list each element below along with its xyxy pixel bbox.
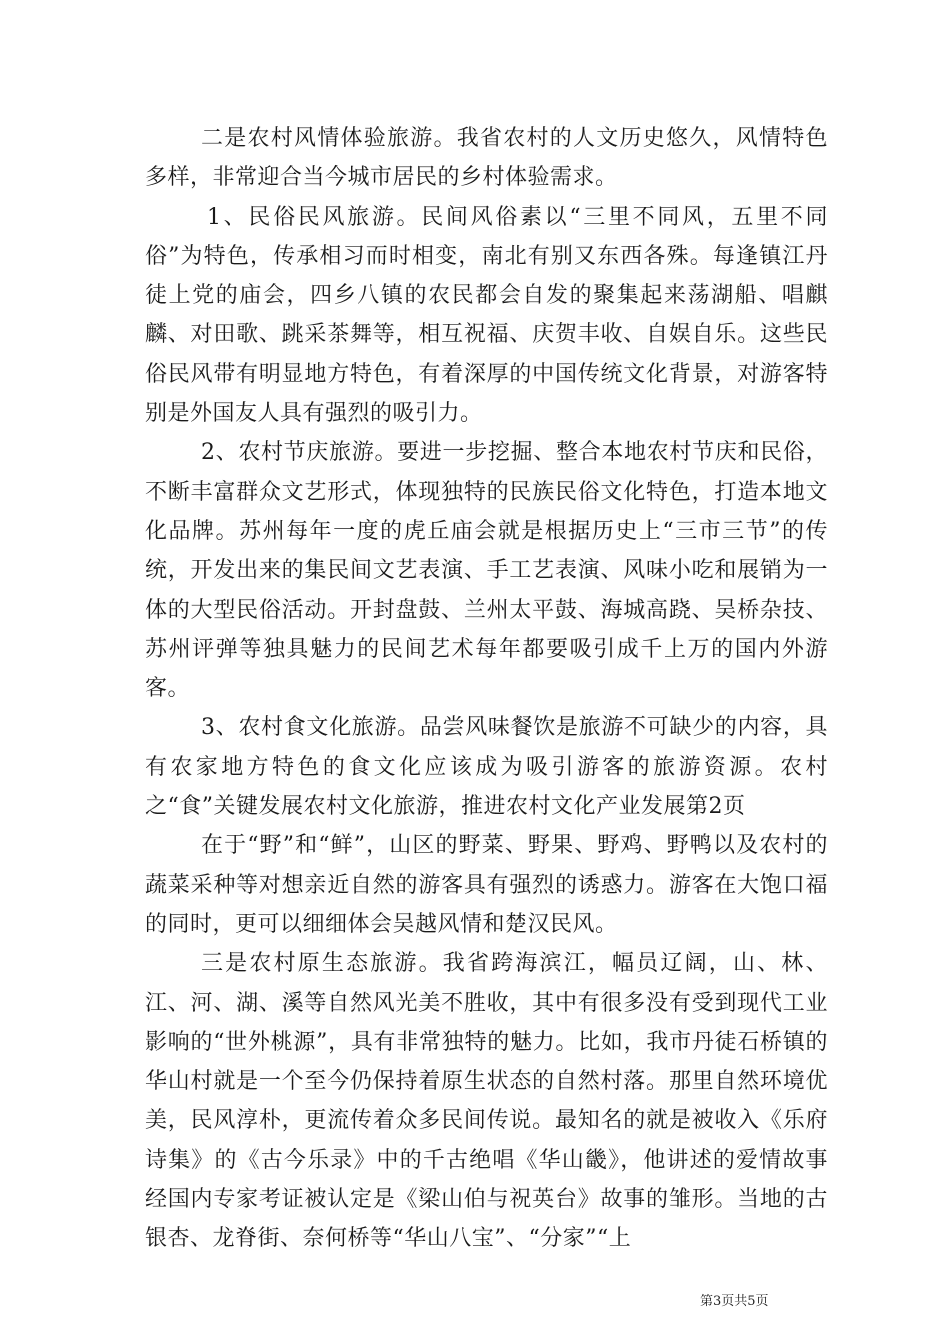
paragraph-festival-tourism: 2、农村节庆旅游。要进一步挖掘、整合本地农村节庆和民俗，不断丰富群众文艺形式，体现独特的民族民俗文化特色，打造本地文化品牌。苏州每年一度的虎丘庙会就是根据历史上“三市三节”的传统，开发出来的集民间文艺表演、手工艺表演、风味小吃和展销为一体的大型民俗活动。开封盘鼓、兰州太平鼓、海城高跷、吴桥杂技、苏州评弹等独具魅力的民间艺术每年都要吸引成千上万的国内外游客。	[145, 440, 828, 702]
paragraph-rural-customs-intro: 二是农村风情体验旅游。我省农村的人文历史悠久，风情特色多样，非常迎合当今城市居民的乡村体验需求。	[145, 126, 828, 191]
paragraph-wild-and-fresh: 在于“野”和“鲜”，山区的野菜、野果、野鸡、野鸭以及农村的蔬菜采种等对想亲近自然的游客具有强烈的诱惑力。游客在大饱口福的同时，更可以细细体会吴越风情和楚汉民风。	[145, 833, 828, 937]
paragraph-folk-customs-tourism: 1、民俗民风旅游。民间风俗素以“三里不同风，五里不同俗”为特色，传承相习而时相变，南北有别又东西各殊。每逢镇江丹徒上党的庙会，四乡八镇的农民都会自发的聚集起来荡湖船、唱麒麟、对田歌、跳采茶舞等，相互祝福、庆贺丰收、自娱自乐。这些民俗民风带有明显地方特色，有着深厚的中国传统文化背景，对游客特别是外国友人具有强烈的吸引力。	[145, 204, 828, 427]
page-number-footer: 第3页共5页	[700, 1294, 769, 1309]
document-body	[145, 119, 828, 1259]
paragraph-food-culture-tourism: 3、农村食文化旅游。品尝风味餐饮是旅游不可缺少的内容，具有农家地方特色的食文化应该成为吸引游客的旅游资源。农村之“食”关键发展农村文化旅游，推进农村文化产业发展第2页	[145, 715, 828, 820]
paragraph-eco-tourism: 三是农村原生态旅游。我省跨海滨江，幅员辽阔，山、林、江、河、湖、溪等自然风光美不胜收，其中有很多没有受到现代工业影响的“世外桃源”，具有非常独特的魅力。比如，我市丹徒石桥镇的华山村就是一个至今仍保持着原生状态的自然村落。那里自然环境优美，民风淳朴，更流传着众多民间传说。最知名的就是被收入《乐府诗集》的《古今乐录》中的千古绝唱《华山畿》，他讲述的爱情故事经国内专家考证被认定是《梁山伯与祝英台》故事的雏形。当地的古银杏、龙脊街、奈何桥等“华山八宝”、“分家”“上	[145, 951, 828, 1252]
